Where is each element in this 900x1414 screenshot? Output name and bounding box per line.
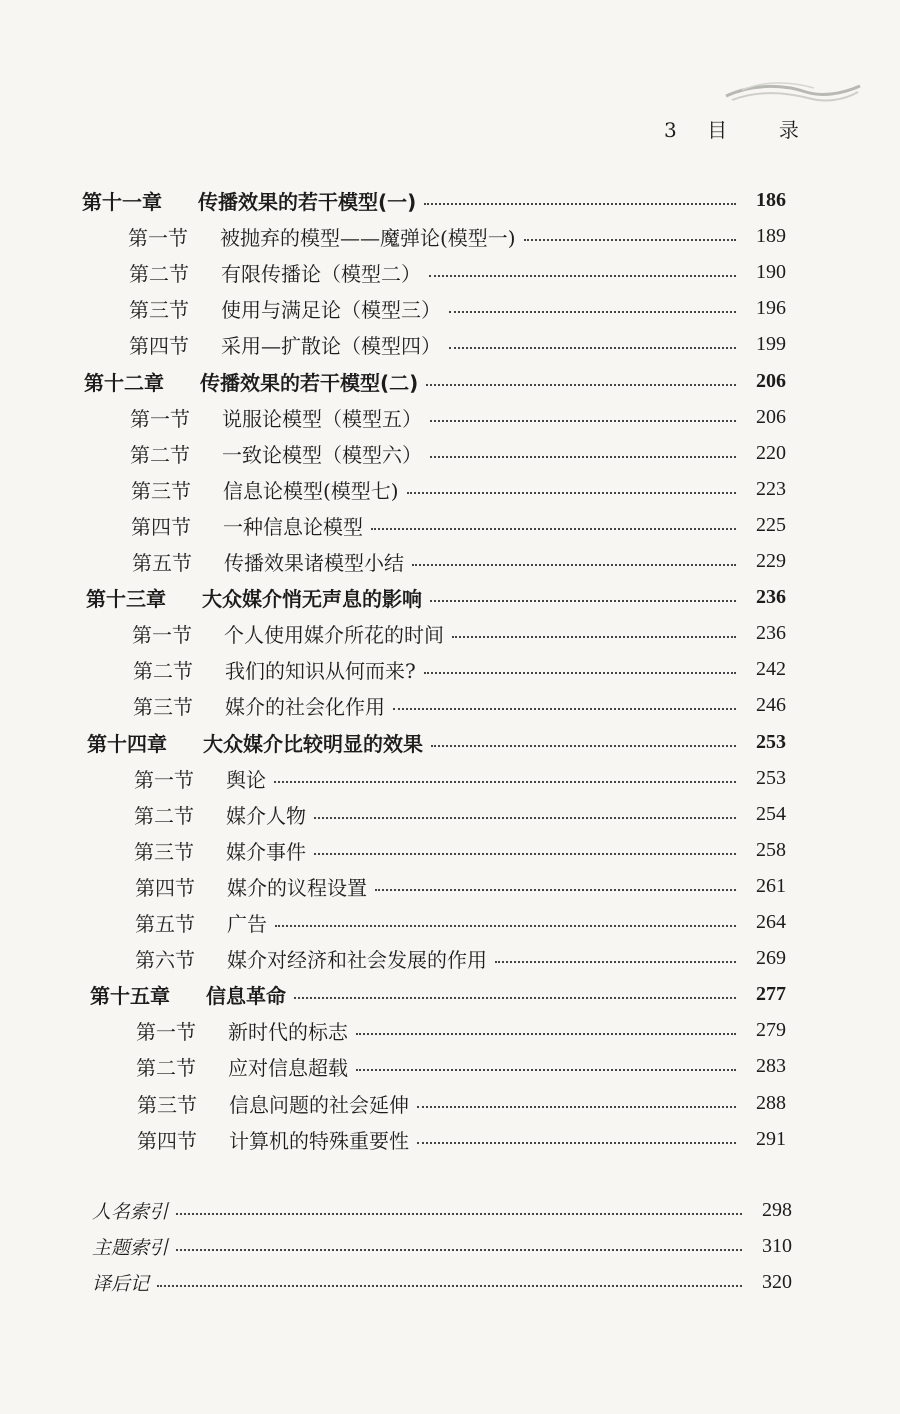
section-title: 说服论模型（模型五）	[222, 406, 422, 431]
dot-leader	[157, 1285, 742, 1287]
toc-section-row[interactable]	[134, 796, 786, 832]
section-number: 第二节	[129, 261, 189, 286]
toc-section-row[interactable]	[133, 687, 786, 723]
page-number: 190	[756, 260, 786, 283]
chapter-title: 大众媒介悄无声息的影响	[202, 586, 422, 611]
toc-section-row[interactable]	[130, 435, 786, 471]
dot-leader	[294, 997, 736, 999]
dot-leader	[275, 925, 736, 927]
section-number: 第三节	[134, 839, 194, 864]
section-title: 一种信息论模型	[223, 514, 363, 539]
section-title: 个人使用媒介所花的时间	[224, 622, 444, 647]
page-number: 261	[756, 874, 786, 897]
dot-leader	[430, 456, 736, 458]
section-title: 我们的知识从何而来?	[225, 658, 416, 683]
chapter-number: 第十一章	[82, 189, 162, 214]
section-number: 第五节	[135, 911, 195, 936]
page-number: 253	[756, 766, 786, 789]
section-title: 媒介对经济和社会发展的作用	[227, 947, 487, 972]
section-title: 媒介事件	[226, 839, 306, 864]
page-number: 186	[756, 188, 786, 211]
header-title-right: 录	[778, 118, 800, 142]
section-number: 第六节	[135, 947, 195, 972]
chapter-number: 第十三章	[86, 586, 166, 611]
page-header	[664, 114, 800, 143]
toc-section-row[interactable]	[129, 254, 786, 290]
section-number: 第一节	[132, 622, 192, 647]
toc-section-row[interactable]	[129, 290, 786, 326]
dot-leader	[424, 672, 736, 674]
toc-section-row[interactable]	[134, 832, 786, 868]
dot-leader	[393, 708, 736, 710]
page-number: 269	[756, 946, 786, 969]
section-number: 第四节	[135, 875, 195, 900]
index-title: 译后记	[92, 1272, 150, 1295]
index-row[interactable]	[92, 1193, 792, 1227]
page-number: 279	[756, 1018, 786, 1041]
section-number: 第三节	[137, 1092, 197, 1117]
section-title: 应对信息超载	[228, 1055, 348, 1080]
header-page-number: 3	[664, 118, 678, 142]
chapter-title: 传播效果的若干模型(一)	[198, 189, 417, 214]
toc-section-row[interactable]	[131, 507, 786, 543]
toc-section-row[interactable]	[134, 760, 786, 796]
section-number: 第五节	[132, 550, 192, 575]
dot-leader	[431, 745, 736, 747]
section-title: 一致论模型（模型六）	[222, 442, 422, 467]
page-number: 246	[756, 693, 786, 716]
page-number: 291	[756, 1127, 786, 1150]
section-title: 媒介人物	[226, 803, 306, 828]
chapter-number: 第十四章	[87, 731, 167, 756]
section-number: 第四节	[137, 1128, 197, 1153]
section-title: 媒介的议程设置	[227, 875, 367, 900]
page-number: 264	[756, 910, 786, 933]
header-title-left: 目	[707, 118, 729, 142]
toc-section-row[interactable]	[132, 543, 786, 579]
section-title: 舆论	[226, 767, 266, 792]
page-number: 254	[756, 802, 786, 825]
page-number: 206	[756, 405, 786, 428]
section-number: 第三节	[131, 478, 191, 503]
dot-leader	[314, 853, 736, 855]
dot-leader	[176, 1213, 742, 1215]
dot-leader	[356, 1069, 736, 1071]
index-row[interactable]	[92, 1229, 792, 1263]
page-number: 283	[756, 1054, 786, 1077]
dot-leader	[417, 1106, 736, 1108]
toc-section-row[interactable]	[132, 615, 786, 651]
dot-leader	[371, 528, 736, 530]
chapter-title: 信息革命	[206, 983, 286, 1008]
section-title: 信息问题的社会延伸	[229, 1092, 409, 1117]
dot-leader	[375, 889, 736, 891]
dot-leader	[429, 275, 736, 277]
section-title: 媒介的社会化作用	[225, 694, 385, 719]
chapter-number: 第十五章	[90, 983, 170, 1008]
section-number: 第二节	[134, 803, 194, 828]
section-number: 第二节	[130, 442, 190, 467]
section-title: 传播效果诸模型小结	[224, 550, 404, 575]
page-number: 242	[756, 657, 786, 680]
toc-chapter-row[interactable]	[87, 724, 786, 760]
section-number: 第二节	[133, 658, 193, 683]
dot-leader	[356, 1033, 736, 1035]
section-number: 第四节	[131, 514, 191, 539]
section-number: 第一节	[128, 225, 188, 250]
dot-leader	[524, 239, 736, 241]
dot-leader	[417, 1142, 736, 1144]
section-title: 被抛弃的模型——魔弹论(模型一)	[220, 225, 516, 250]
chapter-title: 传播效果的若干模型(二)	[200, 370, 419, 395]
toc-chapter-row[interactable]	[86, 579, 786, 615]
section-title: 采用—扩散论（模型四）	[221, 333, 441, 358]
toc-section-row[interactable]	[128, 218, 786, 254]
toc-section-row[interactable]	[136, 1048, 786, 1084]
page-number: 253	[756, 730, 786, 753]
page-number: 320	[762, 1270, 792, 1293]
section-number: 第一节	[130, 406, 190, 431]
toc-chapter-row[interactable]	[82, 182, 786, 218]
section-title: 广告	[227, 911, 267, 936]
toc-section-row[interactable]	[135, 904, 786, 940]
section-number: 第一节	[134, 767, 194, 792]
dot-leader	[430, 600, 736, 602]
dot-leader	[426, 384, 736, 386]
page-number: 229	[756, 549, 786, 572]
index-title: 主题索引	[92, 1236, 169, 1259]
chapter-title: 大众媒介比较明显的效果	[203, 731, 423, 756]
section-number: 第一节	[136, 1019, 196, 1044]
dot-leader	[495, 961, 736, 963]
dot-leader	[176, 1249, 742, 1251]
page-number: 225	[756, 513, 786, 536]
page-number: 206	[756, 369, 786, 392]
page-number: 258	[756, 838, 786, 861]
dot-leader	[449, 311, 736, 313]
dot-leader	[430, 420, 736, 422]
section-number: 第二节	[136, 1055, 196, 1080]
dot-leader	[314, 817, 736, 819]
section-number: 第三节	[133, 694, 193, 719]
page-number: 236	[756, 585, 786, 608]
page-number: 310	[762, 1234, 792, 1257]
toc-section-row[interactable]	[129, 326, 786, 362]
index-title: 人名索引	[92, 1200, 169, 1223]
toc-section-row[interactable]	[130, 399, 786, 435]
dot-leader	[449, 347, 736, 349]
index-row[interactable]	[92, 1265, 792, 1299]
page-number: 199	[756, 332, 786, 355]
page-number: 223	[756, 477, 786, 500]
toc-section-row[interactable]	[131, 471, 786, 507]
toc-section-row[interactable]	[133, 651, 786, 687]
page-number: 189	[756, 224, 786, 247]
dot-leader	[412, 564, 736, 566]
page-number: 298	[762, 1198, 792, 1221]
page-number: 288	[756, 1091, 786, 1114]
dot-leader	[424, 203, 736, 205]
decorative-swash-ornament	[722, 78, 864, 110]
toc-chapter-row[interactable]	[90, 976, 786, 1012]
page-number: 196	[756, 296, 786, 319]
page-number: 220	[756, 441, 786, 464]
toc-section-row[interactable]	[136, 1012, 786, 1048]
toc-section-row[interactable]	[135, 940, 786, 976]
page-number: 236	[756, 621, 786, 644]
section-title: 新时代的标志	[228, 1019, 348, 1044]
toc-section-row[interactable]	[137, 1085, 786, 1121]
dot-leader	[274, 781, 736, 783]
section-title: 使用与满足论（模型三）	[221, 297, 441, 322]
section-title: 计算机的特殊重要性	[229, 1128, 409, 1153]
dot-leader	[407, 492, 736, 494]
toc-section-row[interactable]	[137, 1121, 786, 1157]
section-title: 信息论模型(模型七)	[223, 478, 399, 503]
section-title: 有限传播论（模型二）	[221, 261, 421, 286]
toc-chapter-row[interactable]	[84, 363, 786, 399]
section-number: 第三节	[129, 297, 189, 322]
chapter-number: 第十二章	[84, 370, 164, 395]
page-number: 277	[756, 982, 786, 1005]
section-number: 第四节	[129, 333, 189, 358]
dot-leader	[452, 636, 736, 638]
toc-section-row[interactable]	[135, 868, 786, 904]
